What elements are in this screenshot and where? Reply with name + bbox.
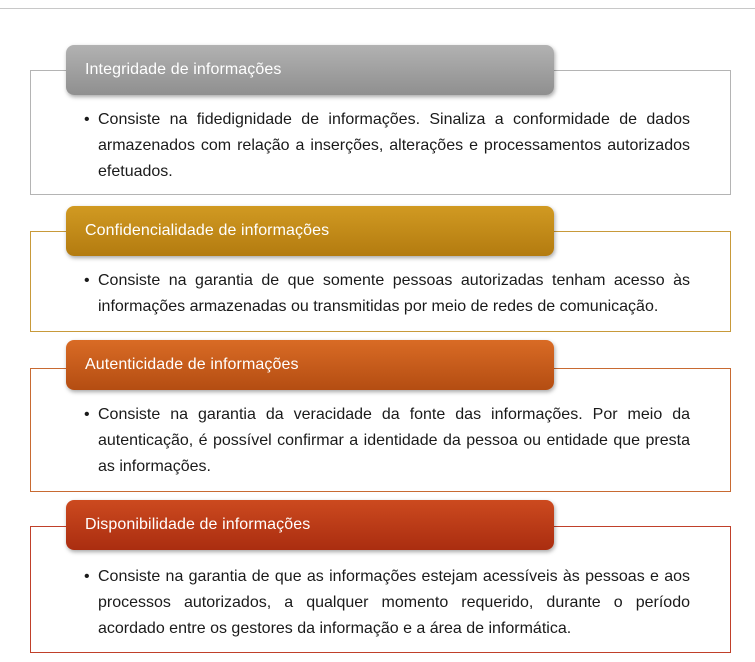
confidentiality-text: Consiste na garantia de que somente pessoas autorizadas tenham acesso às informações armazenadas ou transmitidas por meio de redes de comunicação. — [98, 272, 690, 315]
integrity-description — [84, 107, 690, 185]
authenticity-text: Consiste na garantia da veracidade da fonte das informações. Por meio da autenticação, é possível confirmar a identidade da pessoa ou entidade que presta as informações. — [98, 406, 690, 475]
confidentiality-title: Confidencialidade de informações — [85, 222, 330, 239]
integrity-title: Integridade de informações — [85, 61, 282, 78]
authenticity-description — [84, 402, 690, 480]
availability-description — [84, 564, 690, 642]
bullet-icon: • — [84, 406, 90, 423]
integrity-text: Consiste na fidedignidade de informações. Sinaliza a conformidade de dados armazenados com relação a inserções, alterações e processamentos autorizados efetuados. — [98, 111, 690, 180]
top-divider — [0, 8, 755, 9]
authenticity-title: Autenticidade de informações — [85, 356, 299, 373]
integrity-header — [66, 45, 554, 95]
authenticity-header — [66, 340, 554, 390]
confidentiality-description — [84, 268, 690, 320]
availability-text: Consiste na garantia de que as informações estejam acessíveis às pessoas e aos processos autorizados, a qualquer momento requerido, durante o período acordado entre os gestores da informação e a área de informática. — [98, 568, 690, 637]
bullet-icon: • — [84, 111, 90, 128]
availability-header — [66, 500, 554, 550]
bullet-icon: • — [84, 272, 90, 289]
bullet-icon: • — [84, 568, 90, 585]
confidentiality-header — [66, 206, 554, 256]
availability-title: Disponibilidade de informações — [85, 516, 311, 533]
